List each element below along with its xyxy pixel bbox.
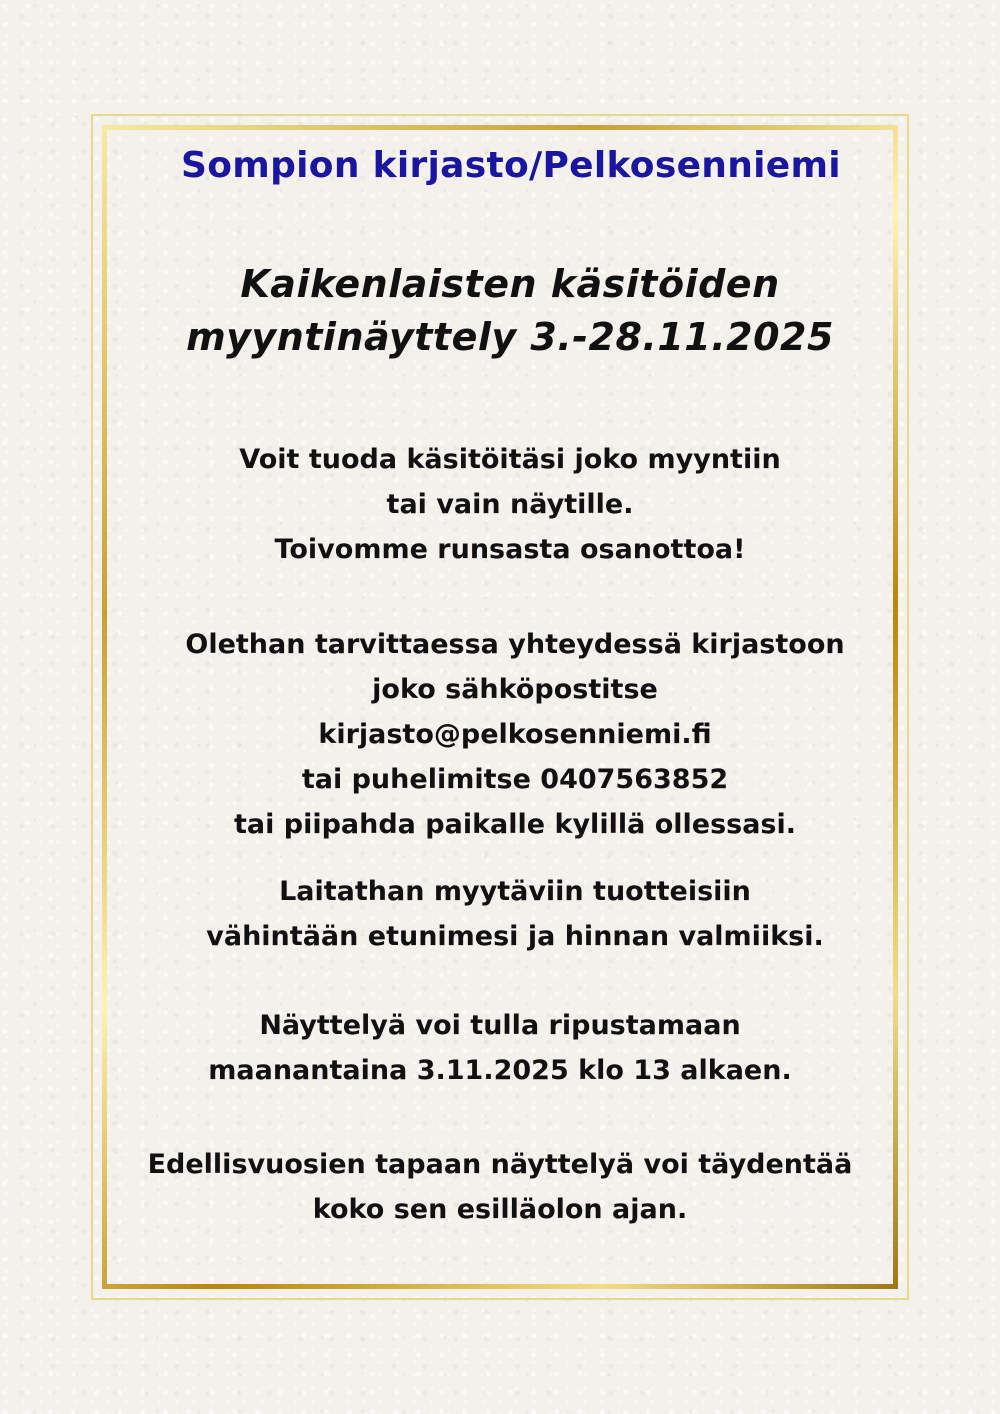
hanging-line-1: Näyttelyä voi tulla ripustamaan bbox=[259, 1010, 741, 1041]
contact-paragraph bbox=[115, 622, 915, 847]
hanging-line-2: maanantaina 3.11.2025 klo 13 alkaen. bbox=[208, 1055, 792, 1086]
contact-phone: tai puhelimitse 0407563852 bbox=[301, 764, 729, 795]
contact-line-2: joko sähköpostitse bbox=[372, 674, 658, 705]
supplement-line-2: koko sen esilläolon ajan. bbox=[312, 1194, 688, 1225]
event-heading-line-1: Kaikenlaisten käsitöiden bbox=[240, 262, 780, 306]
supplement-paragraph bbox=[100, 1142, 900, 1232]
intro-paragraph bbox=[110, 437, 910, 572]
intro-line-3: Toivomme runsasta osanottoa! bbox=[274, 534, 746, 565]
hanging-paragraph bbox=[100, 1003, 900, 1093]
intro-line-1: Voit tuoda käsitöitäsi joko myyntiin bbox=[239, 444, 781, 475]
contact-line-1: Olethan tarvittaessa yhteydessä kirjastoon bbox=[185, 629, 845, 660]
labeling-line-1: Laitathan myytäviin tuotteisiin bbox=[279, 876, 751, 907]
page-title: Sompion kirjasto/Pelkosenniemi bbox=[181, 145, 841, 186]
labeling-line-2: vähintään etunimesi ja hinnan valmiiksi. bbox=[206, 921, 824, 952]
event-heading-line-2: myyntinäyttely 3.-28.11.2025 bbox=[186, 315, 834, 359]
supplement-line-1: Edellisvuosien tapaan näyttelyä voi täydentää bbox=[147, 1149, 853, 1180]
event-heading bbox=[110, 258, 910, 364]
contact-email: kirjasto@pelkosenniemi.fi bbox=[318, 719, 712, 750]
contact-line-5: tai piipahda paikalle kylillä ollessasi. bbox=[233, 809, 797, 840]
labeling-paragraph bbox=[115, 869, 915, 959]
intro-line-2: tai vain näytille. bbox=[386, 489, 634, 520]
